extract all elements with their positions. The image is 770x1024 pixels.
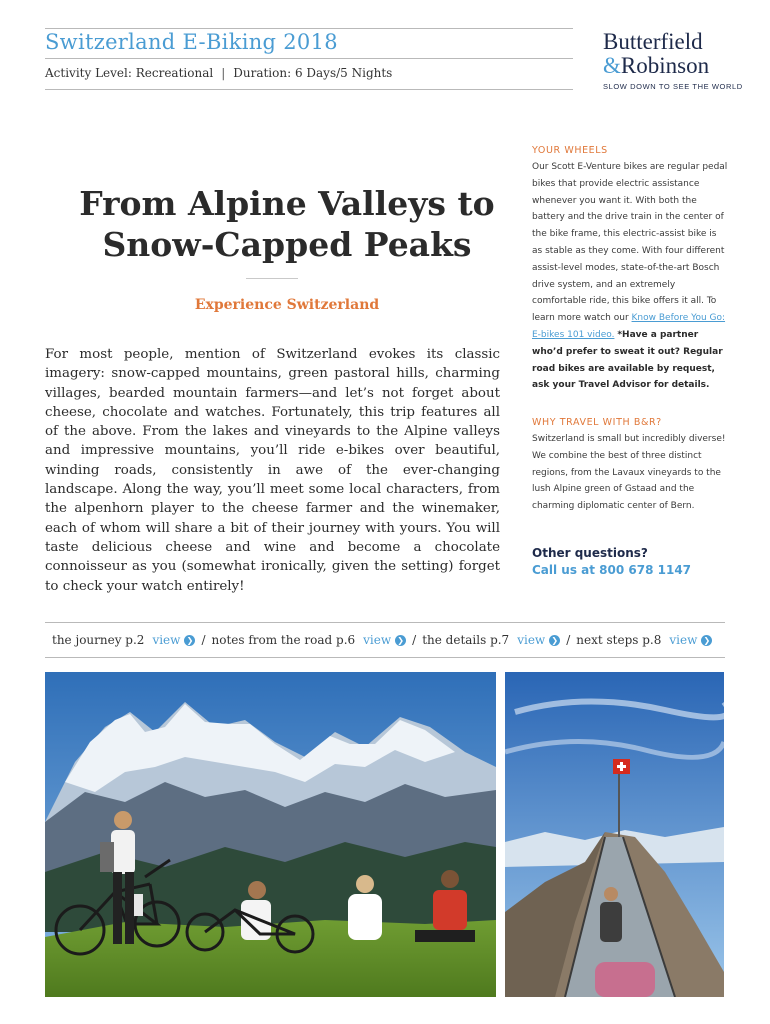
meta-separator: |: [221, 66, 226, 80]
chevron-right-icon[interactable]: ❯: [184, 635, 195, 646]
brand-logo: [603, 29, 743, 91]
call-us-link[interactable]: Call us at 800 678 1147: [532, 563, 692, 577]
why-travel-heading: WHY TRAVEL WITH B&R?: [532, 417, 662, 428]
nav-label: the details p.7: [422, 632, 510, 647]
nav-separator: /: [201, 632, 206, 647]
nav-view-details[interactable]: view: [517, 632, 546, 647]
alps-cyclists-illustration: [45, 672, 496, 997]
ridge-flag-photo: [505, 672, 724, 997]
why-travel-text: Switzerland is small but incredibly diverse! We combine the best of three distinct regions, from the Lavaux vineyards to the lush Alpine green of Gstaad and the charming diplomatic center of Bern.: [532, 434, 726, 512]
nav-item-next-steps: [576, 633, 712, 647]
ridge-flag-illustration: [505, 672, 724, 997]
title-divider: [246, 278, 298, 279]
section-subtitle: Experience Switzerland: [194, 297, 380, 313]
chevron-right-icon[interactable]: ❯: [701, 635, 712, 646]
nav-label: next steps p.8: [576, 632, 662, 647]
nav-bottom-rule: [45, 657, 725, 658]
alps-cyclists-photo: [45, 672, 496, 997]
nav-label: the journey p.2: [52, 632, 145, 647]
your-wheels-heading: YOUR WHEELS: [532, 145, 608, 156]
duration: Duration: 6 Days/5 Nights: [233, 66, 393, 80]
nav-label: notes from the road p.6: [211, 632, 356, 647]
chevron-right-icon[interactable]: ❯: [395, 635, 406, 646]
road-bike-note: *Have a partner who’d prefer to sweat it out? Regular road bikes are available by request, ask your Travel Advisor for details.: [532, 329, 723, 391]
logo-line-2: [603, 54, 728, 78]
logo-line-1: Butterfield: [603, 29, 703, 54]
nav-view-next-steps[interactable]: view: [669, 632, 698, 647]
page-navigation: [52, 632, 722, 650]
nav-separator: /: [412, 632, 417, 647]
logo-robinson: Robinson: [620, 53, 710, 78]
logo-tagline: SLOW DOWN TO SEE THE WORLD: [603, 82, 743, 91]
header-top-rule: [45, 28, 573, 29]
activity-level: Activity Level: Recreational: [45, 66, 214, 80]
nav-view-journey[interactable]: view: [152, 632, 181, 647]
nav-item-notes: [211, 633, 406, 647]
nav-top-rule: [45, 622, 725, 623]
intro-paragraph: For most people, mention of Switzerland evokes its classic imagery: snow-capped mountains, green pastoral hills, charming villages, bearded mountain farmers—and let’s not forget about cheese, chocolate and watches. Fortunately, this trip features all of the above. From the lakes and vineyards to the Alpine valleys and impressive mountains, you’ll ride e-bikes over beautiful, winding roads, consistently in awe of the ever-changing landscape. Along the way, you’ll meet some local characters, from the alpenhorn player to the cheese farmer and the winemaker, each of whom will share a bit of their journey with yours. You will taste delicious cheese and wine and become a chocolate connoisseur as you (somewhat ironically, given the setting) forget to check your watch entirely!: [45, 347, 500, 594]
header-middle-rule: [45, 58, 573, 59]
page-title: From Alpine Valleys to Snow-Capped Peaks: [79, 184, 495, 264]
nav-item-journey: [52, 633, 195, 647]
ebikes-video-link[interactable]: Know Before You Go: E-bikes 101 video.: [532, 313, 726, 340]
nav-view-notes[interactable]: view: [363, 632, 392, 647]
your-wheels-body: Our Scott E-Venture bikes are regular pedal bikes that provide electric assistance whenever you want it. With both the battery and the drive train in the center of the bike frame, this electric-assist bike is as stable as they come. With four different assist-level modes, state-of-the-art Bosch drive system, and an extremely comfortable ride, this bike offers it all. To learn more watch our: [532, 162, 728, 324]
your-wheels-section: [532, 145, 728, 394]
other-questions-heading: Other questions?: [532, 546, 648, 560]
header-bottom-rule: [45, 89, 573, 90]
trip-meta: [45, 66, 392, 80]
chevron-right-icon[interactable]: ❯: [549, 635, 560, 646]
your-wheels-text: [532, 159, 728, 394]
document-title: Switzerland E-Biking 2018: [45, 30, 338, 54]
logo-ampersand: &: [603, 53, 621, 78]
nav-separator: /: [566, 632, 571, 647]
nav-item-details: [422, 633, 560, 647]
why-travel-section: [532, 417, 728, 515]
